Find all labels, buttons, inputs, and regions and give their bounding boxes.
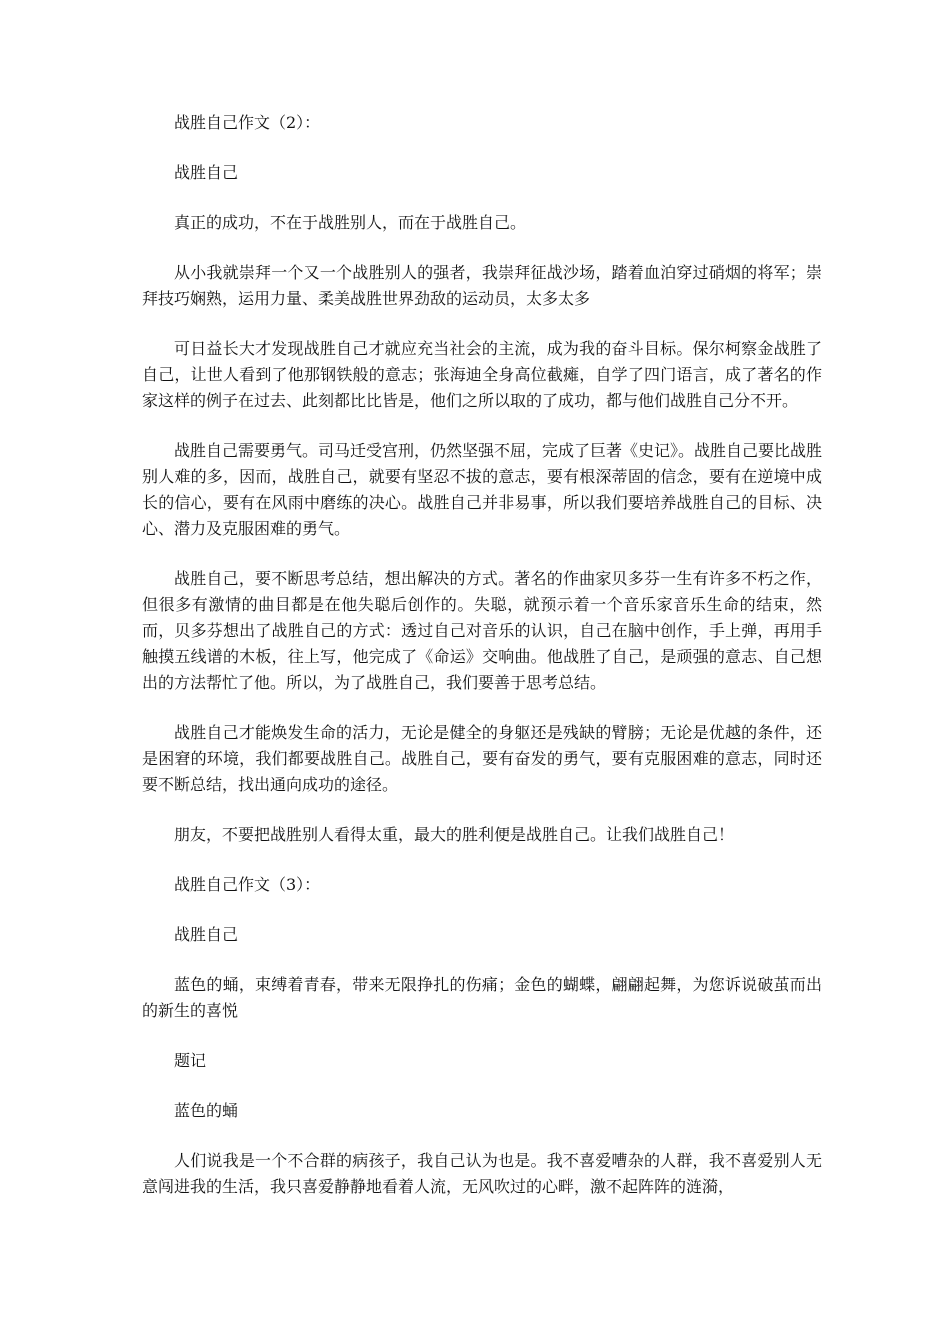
paragraph: 可日益长大才发现战胜自己才就应充当社会的主流，成为我的奋斗目标。保尔柯察金战胜了自己，让世人看到了他那钢铁般的意志；张海迪全身高位截瘫，自学了四门语言，成了著名的作家这样的例子在过去、此刻都比比皆是，他们之所以取的了成功，都与他们战胜自己分不开。 [142,339,822,410]
epigraph-label: 题记 [174,1051,207,1070]
paragraph: 从小我就崇拜一个又一个战胜别人的强者，我崇拜征战沙场，踏着血泊穿过硝烟的将军；崇拜技巧娴熟，运用力量、柔美战胜世界劲敌的运动员，太多太多 [142,263,822,308]
document-body [142,110,822,1224]
section-title: 蓝色的蛹 [174,1101,239,1120]
essay-heading: 战胜自己作文（3）： [174,875,321,894]
paragraph: 真正的成功，不在于战胜别人，而在于战胜自己。 [174,213,527,232]
paragraph: 蓝色的蛹，束缚着青春，带来无限挣扎的伤痛；金色的蝴蝶，翩翩起舞，为您诉说破茧而出的新生的喜悦 [142,975,822,1020]
paragraph: 战胜自己才能焕发生命的活力，无论是健全的身躯还是残缺的臂膀；无论是优越的条件，还是困窘的环境，我们都要战胜自己。战胜自己，要有奋发的勇气，要有克服困难的意志，同时还要不断总结，找出通向成功的途径。 [142,723,822,794]
essay-heading: 战胜自己作文（2）： [174,113,321,132]
paragraph: 朋友，不要把战胜别人看得太重，最大的胜利便是战胜自己。让我们战胜自己！ [174,825,735,844]
essay-title: 战胜自己 [174,925,239,944]
paragraph: 战胜自己需要勇气。司马迁受宫刑，仍然坚强不屈，完成了巨著《史记》。战胜自己要比战胜别人难的多，因而，战胜自己，就要有坚忍不拔的意志，要有根深蒂固的信念，要有在逆境中成长的信心，要有在风雨中磨练的决心。战胜自己并非易事，所以我们要培养战胜自己的目标、决心、潜力及克服困难的勇气。 [142,441,823,538]
paragraph: 战胜自己，要不断思考总结，想出解决的方式。著名的作曲家贝多芬一生有许多不朽之作，但很多有激情的曲目都是在他失聪后创作的。失聪，就预示着一个音乐家音乐生命的结束，然而，贝多芬想出了战胜自己的方式：透过自己对音乐的认识，自己在脑中创作，手上弹，再用手触摸五线谱的木板，往上写，他完成了《命运》交响曲。他战胜了自己，是顽强的意志、自己想出的方法帮忙了他。所以，为了战胜自己，我们要善于思考总结。 [142,569,822,692]
paragraph: 人们说我是一个不合群的病孩子，我自己认为也是。我不喜爱嘈杂的人群，我不喜爱别人无意闯进我的生活，我只喜爱静静地看着人流，无风吹过的心畔，激不起阵阵的涟漪， [142,1151,822,1196]
essay-title: 战胜自己 [174,163,239,182]
